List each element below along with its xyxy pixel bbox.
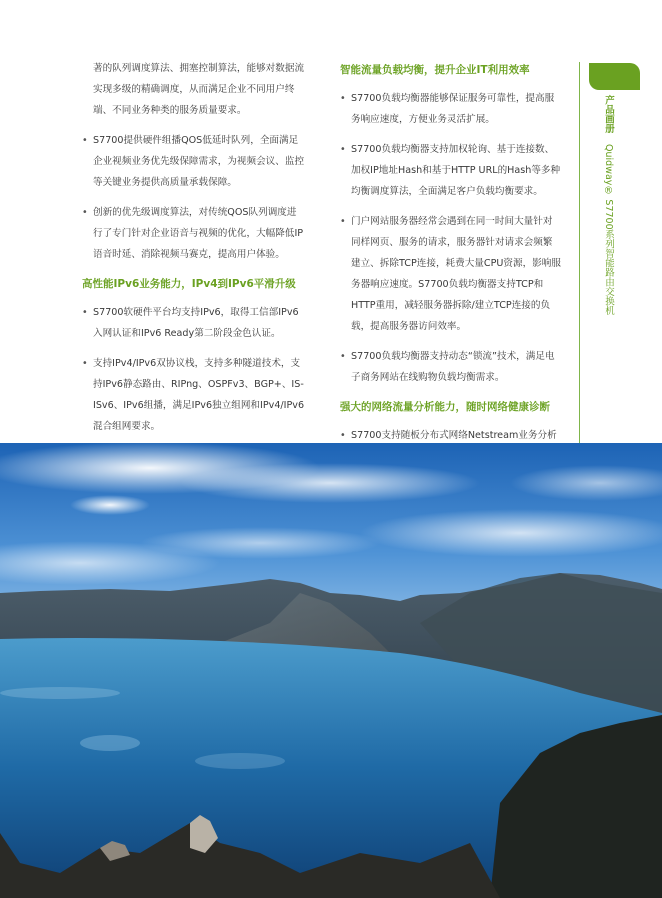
sidebar-caption xyxy=(601,95,631,365)
paragraph: 著的队列调度算法、拥塞控制算法，能够对数据流实现多级的精确调度，从而满足企业不同用户终端、不同业务种类的服务质量要求。 xyxy=(93,63,305,116)
section-heading: 智能流量负载均衡，提升企业IT利用效率 xyxy=(340,64,530,76)
lake-landscape-image xyxy=(0,443,662,898)
sidebar-category: 产品画册 xyxy=(603,95,614,133)
bullet-item: • 门户网站服务器经常会遇到在同一时间大量针对同样网页、服务的请求，服务器针对请求会频繁建立、拆除TCP连接，耗费大量CPU资源，影响服务器响应速度。S7700负载均衡器支持TCP和HTTP重用，减轻服务器拆除/建立TCP连接的负载，提高服务器访问效率。 xyxy=(340,211,562,337)
bullet-item: • 支持IPv4/IPv6双协议栈，支持多种隧道技术，支持IPv6静态路由、RIPng、OSPFv3、BGP+、IS-ISv6、IPv6组播，满足IPv6独立组网和IPv4/IPv6混合组网要求。 xyxy=(82,353,306,437)
bullet-item: • S7700软硬件平台均支持IPv6，取得工信部IPv6入网认证和IPv6 Ready第二阶段金色认证。 xyxy=(82,302,306,344)
bullet-item: • S7700负载均衡器支持加权轮询、基于连接数、加权IP地址Hash和基于HTTP URL的Hash等多种均衡调度算法，全面满足客户负载均衡要求。 xyxy=(340,139,562,202)
lake-landscape-photo xyxy=(0,443,662,898)
sidebar-product-name: Quidway® S7700系列智能路由交换机 xyxy=(603,144,614,316)
bullet-item: • 创新的优先级调度算法，对传统QOS队列调度进行了专门针对企业语音与视频的优化，大幅降低IP语音时延、消除视频马赛克，提高用户体验。 xyxy=(82,202,306,265)
left-text-column xyxy=(82,58,306,446)
right-text-column xyxy=(340,58,562,476)
section-tab xyxy=(589,63,640,90)
bullet-item: • S7700负载均衡器能够保证服务可靠性，提高服务响应速度，方便业务灵活扩展。 xyxy=(340,88,562,130)
section-heading: 强大的网络流量分析能力，随时网络健康诊断 xyxy=(340,401,550,413)
section-heading: 高性能IPv6业务能力，IPv4到IPv6平滑升级 xyxy=(82,278,296,290)
bullet-item: • S7700提供硬件组播QOS低延时队列，全面满足企业视频业务优先级保障需求，为视频会议、监控等关键业务提供高质量承载保障。 xyxy=(82,130,306,193)
bullet-item: • S7700支持随板分布式网络Netstream业务分析 xyxy=(340,425,562,467)
bullet-item: • S7700负载均衡器支持动态“锁流”技术，满足电子商务网站在线购物负载均衡需求。 xyxy=(340,346,562,388)
vertical-divider xyxy=(579,62,580,444)
